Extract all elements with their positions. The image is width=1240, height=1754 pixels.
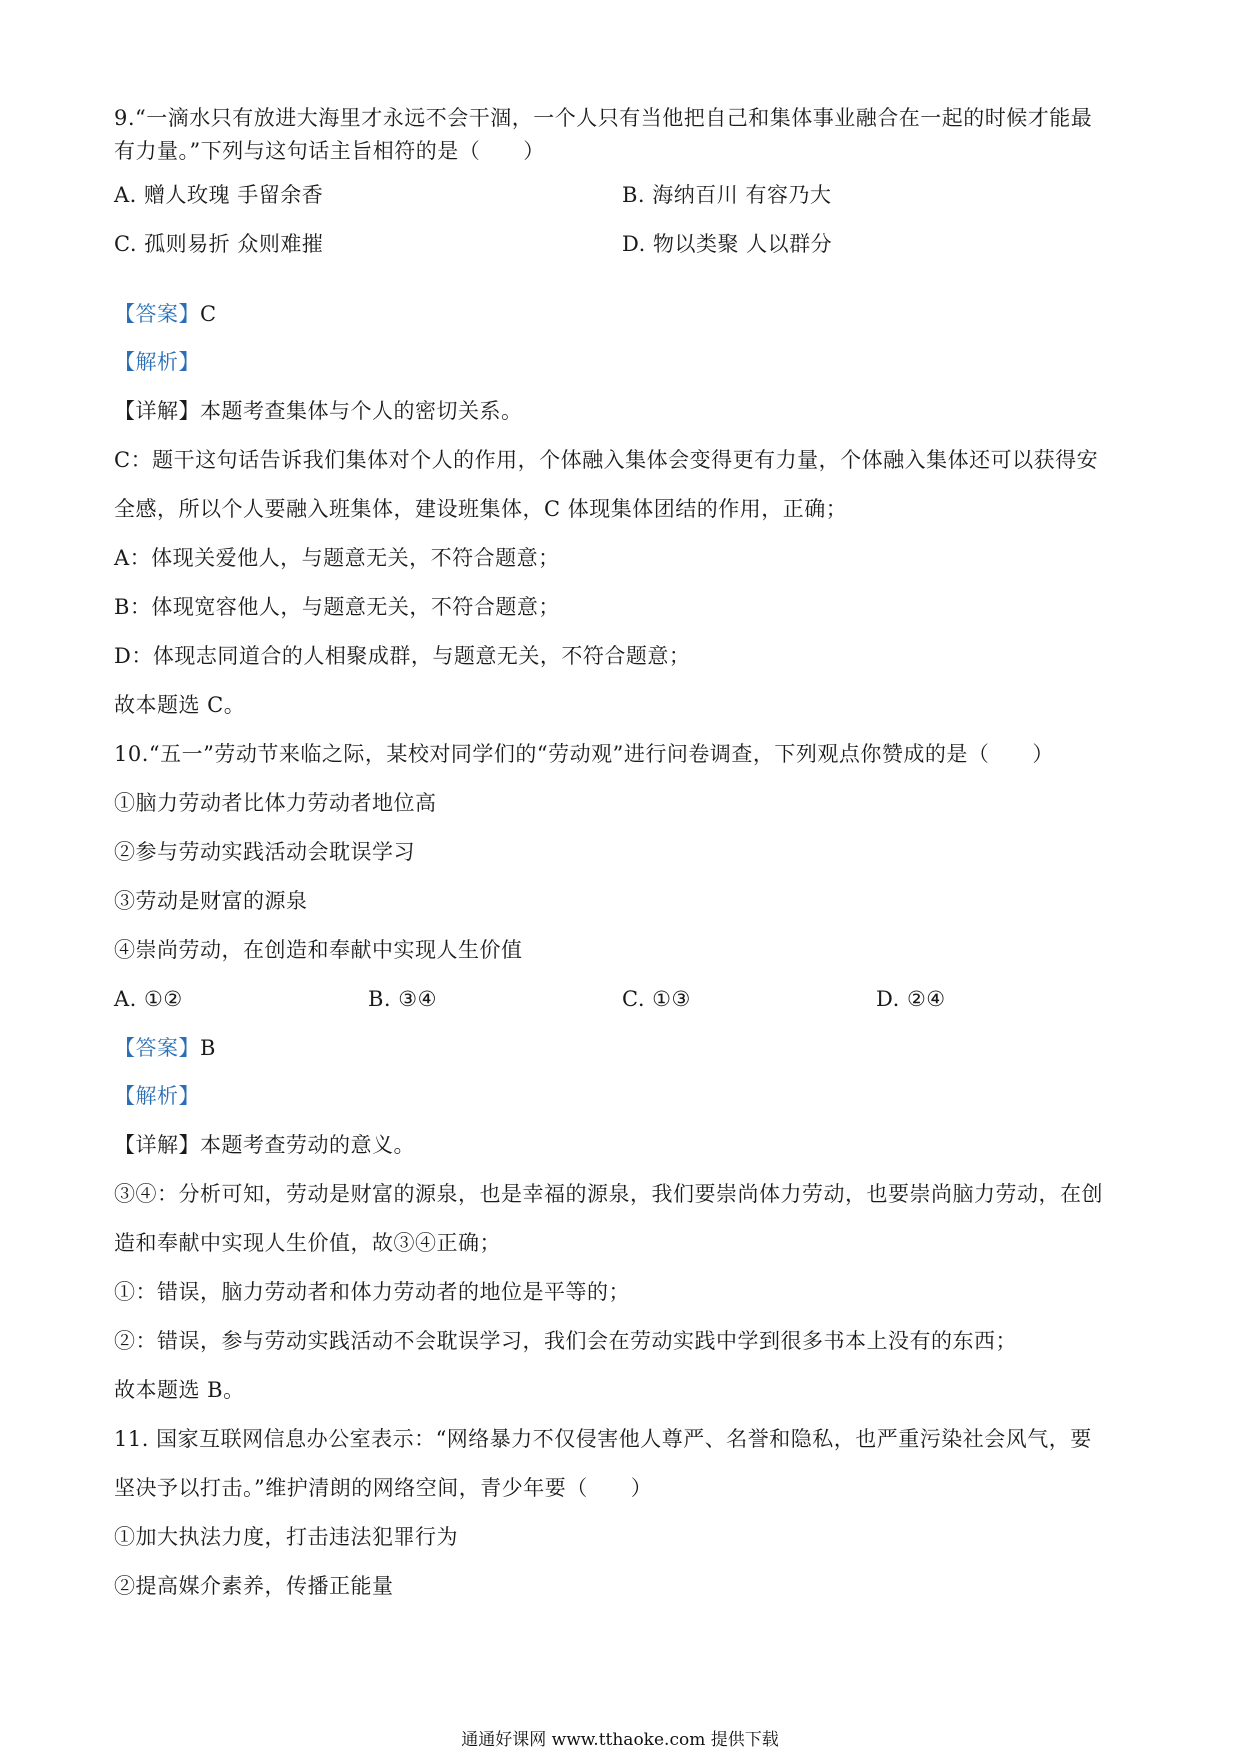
q9-explanation-3: A：体现关爱他人，与题意无关，不符合题意； — [114, 546, 560, 570]
q10-item-1: ①脑力劳动者比体力劳动者地位高 — [114, 791, 437, 815]
q10-answer — [114, 1033, 216, 1063]
q9-answer — [114, 299, 217, 329]
q11-stem-line2: 坚决予以打击。”维护清朗的网络空间，青少年要（ ） — [114, 1476, 653, 1500]
q10-explanation-2: 造和奉献中实现人生价值，故③④正确； — [114, 1231, 501, 1255]
q9-explanation-4: B：体现宽容他人，与题意无关，不符合题意； — [114, 595, 560, 619]
q9-stem-line1: 9.“一滴水只有放进大海里才永远不会干涸，一个人只有当他把自己和集体事业融合在一起的时候才能最 — [114, 106, 1093, 130]
q10-answer-value: B — [200, 1036, 216, 1060]
q9-stem-line2: 有力量。”下列与这句话主旨相符的是（ ） — [114, 139, 545, 163]
q9-conclusion: 故本题选 C。 — [114, 693, 246, 717]
q9-explanation-1: C：题干这句话告诉我们集体对个人的作用，个体融入集体会变得更有力量，个体融入集体还可以获得安 — [114, 448, 1099, 472]
q9-explanation-5: D：体现志同道合的人相聚成群，与题意无关，不符合题意； — [114, 644, 691, 668]
q10-stem: 10.“五一”劳动节来临之际，某校对同学们的“劳动观”进行问卷调查，下列观点你赞成的是（ ） — [114, 742, 1054, 766]
q9-explanation-2: 全感，所以个人要融入班集体，建设班集体，C 体现集体团结的作用，正确； — [114, 497, 848, 521]
q10-analysis-label: 【解析】 — [114, 1084, 200, 1108]
page-footer: 通通好课网 www.tthaoke.com 提供下载 — [461, 1730, 779, 1750]
q10-detail: 【详解】本题考查劳动的意义。 — [114, 1133, 415, 1157]
q10-answer-label: 【答案】 — [114, 1036, 200, 1060]
q9-answer-value: C — [200, 302, 217, 326]
q10-option-d: D. ②④ — [876, 987, 946, 1011]
q9-answer-label: 【答案】 — [114, 302, 200, 326]
q9-option-c: C. 孤则易折 众则难摧 — [114, 232, 324, 256]
q11-item-1: ①加大执法力度，打击违法犯罪行为 — [114, 1525, 458, 1549]
q9-option-d: D. 物以类聚 人以群分 — [622, 232, 833, 256]
q9-option-a: A. 赠人玫瑰 手留余香 — [114, 183, 324, 207]
q9-analysis-label: 【解析】 — [114, 350, 200, 374]
q9-detail: 【详解】本题考查集体与个人的密切关系。 — [114, 399, 523, 423]
q10-item-3: ③劳动是财富的源泉 — [114, 889, 308, 913]
q11-item-2: ②提高媒介素养，传播正能量 — [114, 1574, 394, 1598]
q10-option-a: A. ①② — [114, 987, 183, 1011]
q10-explanation-4: ②：错误，参与劳动实践活动不会耽误学习，我们会在劳动实践中学到很多书本上没有的东西； — [114, 1329, 1017, 1353]
q10-option-b: B. ③④ — [368, 987, 437, 1011]
q10-item-4: ④崇尚劳动，在创造和奉献中实现人生价值 — [114, 938, 523, 962]
q9-option-b: B. 海纳百川 有容乃大 — [622, 183, 832, 207]
q11-stem-line1: 11. 国家互联网信息办公室表示：“网络暴力不仅侵害他人尊严、名誉和隐私，也严重污染社会风气，要 — [114, 1427, 1092, 1451]
q10-conclusion: 故本题选 B。 — [114, 1378, 245, 1402]
q10-item-2: ②参与劳动实践活动会耽误学习 — [114, 840, 415, 864]
q10-option-c: C. ①③ — [622, 987, 691, 1011]
q10-explanation-3: ①：错误，脑力劳动者和体力劳动者的地位是平等的； — [114, 1280, 630, 1304]
q10-explanation-1: ③④：分析可知，劳动是财富的源泉，也是幸福的源泉，我们要崇尚体力劳动，也要崇尚脑力劳动，在创 — [114, 1182, 1103, 1206]
